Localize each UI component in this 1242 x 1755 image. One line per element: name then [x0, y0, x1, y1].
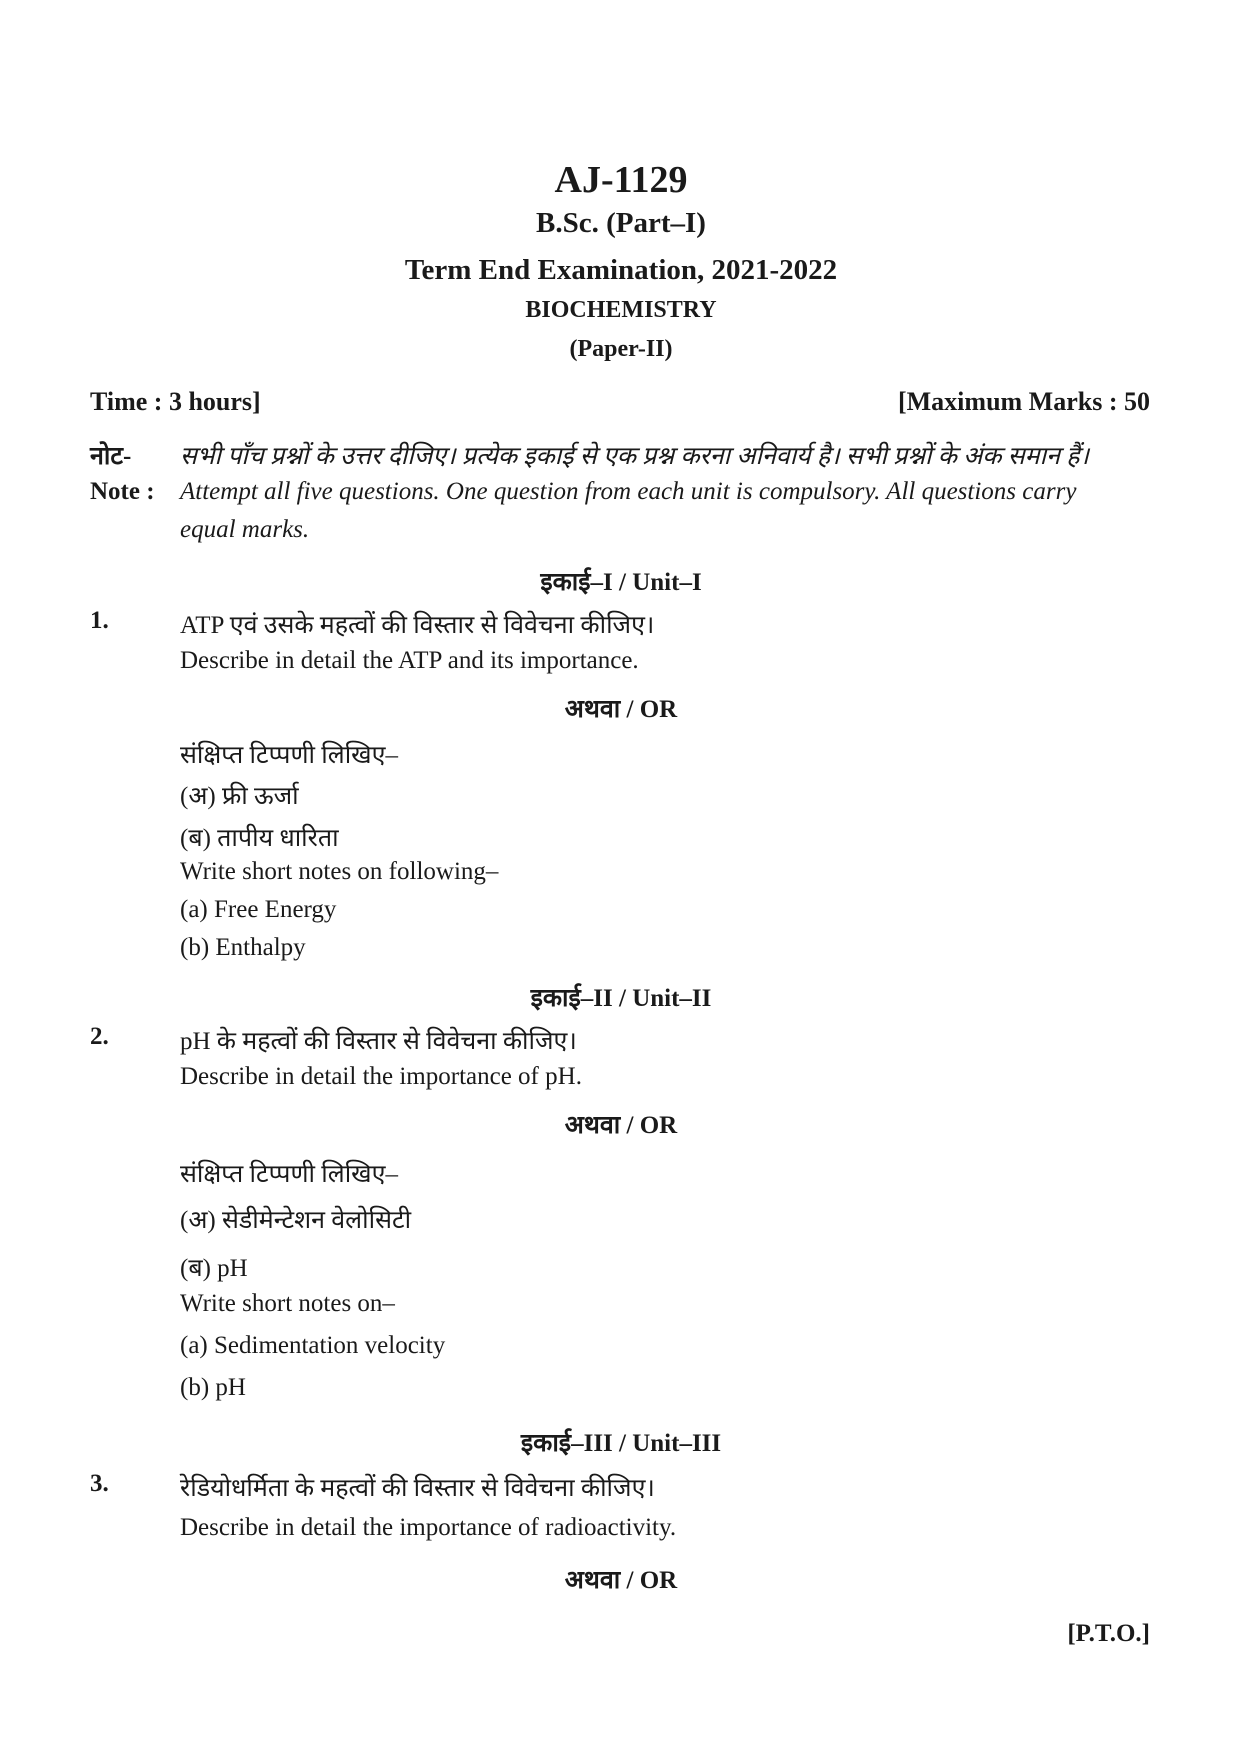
question-english: Describe in detail the importance of radioactivity. — [180, 1514, 677, 1541]
question-english: Describe in detail the importance of pH. — [180, 1063, 582, 1090]
exam-title: Term End Examination, 2021-2022 — [404, 254, 838, 286]
question-number: 1. — [90, 607, 109, 634]
alt-item-english: (b) Enthalpy — [180, 934, 306, 961]
alt-item-english: (a) Sedimentation velocity — [180, 1332, 446, 1359]
or-divider: अथवा / OR — [564, 696, 678, 723]
question-hindi: रेडियोधर्मिता के महत्वों की विस्तार से विवेचना कीजिए। — [180, 1475, 655, 1502]
paper-code: AJ-1129 — [554, 159, 688, 201]
question-number: 3. — [90, 1470, 109, 1497]
alt-item-hindi: (अ) फ्री ऊर्जा — [180, 783, 299, 810]
note-label-english: Note : — [90, 478, 155, 505]
paper-number: (Paper-II) — [569, 336, 673, 362]
alt-item-hindi: (अ) सेडीमेन्टेशन वेलोसिटी — [180, 1207, 412, 1234]
pto-marker: [P.T.O.] — [1067, 1620, 1150, 1647]
unit-heading: इकाई–III / Unit–III — [520, 1430, 722, 1457]
question-number: 2. — [90, 1023, 109, 1050]
note-text-english-line1: Attempt all five questions. One question from each unit is compulsory. All questions carry — [180, 478, 1077, 505]
alt-item-hindi: (ब) pH — [180, 1255, 248, 1282]
note-text-english-line2: equal marks. — [180, 516, 310, 543]
note-text-hindi: सभी पाँच प्रश्नों के उत्तर दीजिए। प्रत्येक इकाई से एक प्रश्न करना अनिवार्य है। सभी प्रश्नों के अंक समान हैं। — [180, 443, 1089, 470]
alt-intro-hindi: संक्षिप्त टिप्पणी लिखिए– — [180, 742, 398, 769]
or-divider: अथवा / OR — [564, 1112, 678, 1139]
time-allowed: Time : 3 hours] — [90, 387, 261, 416]
subject-title: BIOCHEMISTRY — [525, 297, 717, 323]
alt-intro-hindi: संक्षिप्त टिप्पणी लिखिए– — [180, 1161, 398, 1188]
unit-heading: इकाई–I / Unit–I — [540, 569, 702, 596]
unit-heading: इकाई–II / Unit–II — [530, 985, 712, 1012]
alt-item-hindi: (ब) तापीय धारिता — [180, 825, 339, 852]
alt-item-english: (b) pH — [180, 1374, 246, 1401]
alt-intro-english: Write short notes on following– — [180, 858, 499, 885]
note-label-hindi: नोट- — [90, 443, 132, 470]
or-divider: अथवा / OR — [564, 1567, 678, 1594]
question-hindi: pH के महत्वों की विस्तार से विवेचना कीजिए। — [180, 1028, 577, 1055]
course-title: B.Sc. (Part–I) — [536, 207, 706, 239]
question-hindi: ATP एवं उसके महत्वों की विस्तार से विवेचना कीजिए। — [180, 612, 655, 639]
maximum-marks: [Maximum Marks : 50 — [897, 387, 1150, 416]
question-english: Describe in detail the ATP and its importance. — [180, 647, 639, 674]
alt-item-english: (a) Free Energy — [180, 896, 337, 923]
alt-intro-english: Write short notes on– — [180, 1290, 395, 1317]
